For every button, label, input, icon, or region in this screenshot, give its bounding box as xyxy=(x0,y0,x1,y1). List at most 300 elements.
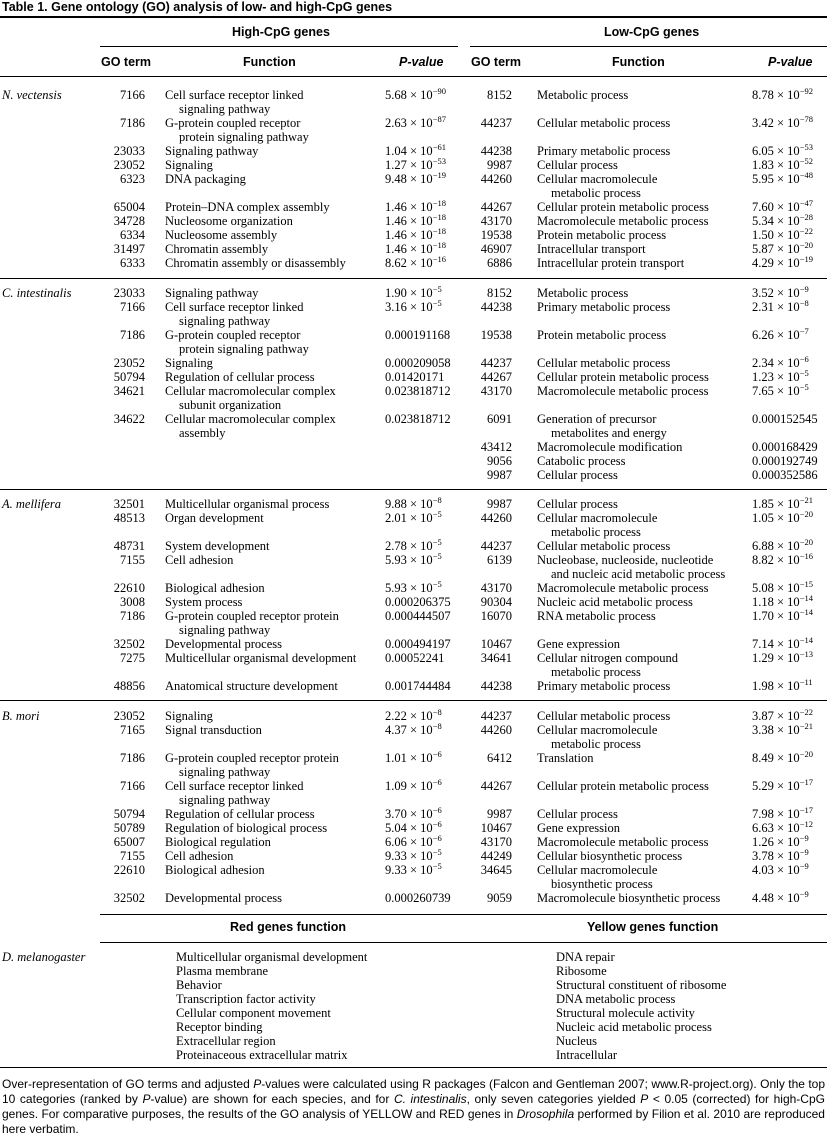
high-function: Signaling xyxy=(165,158,213,172)
red-gene-function: Proteinaceous extracellular matrix xyxy=(176,1048,348,1062)
high-function: Protein–DNA complex assembly xyxy=(165,200,330,214)
high-pvalue: 0.000191168 xyxy=(385,328,451,342)
high-go-term: 34622 xyxy=(113,412,145,426)
high-pvalue: 0.000209058 xyxy=(385,356,451,370)
low-function: Cellular process xyxy=(537,807,618,821)
low-go-term: 44237 xyxy=(480,539,512,553)
high-function: Developmental process xyxy=(165,891,282,905)
species-label: B. mori xyxy=(2,709,40,723)
low-function: Cellular process xyxy=(537,468,618,482)
low-go-term-header: GO term xyxy=(471,55,522,69)
high-go-term: 22610 xyxy=(113,581,145,595)
low-function: Cellular process xyxy=(537,497,618,511)
footnote-text-2: -values were calculated using R packages (Falcon and Gentleman 2007; www.R-project.org). Only the top 10 categories (ranked by xyxy=(2,1077,825,1106)
high-function: G-protein coupled receptor xyxy=(165,328,301,342)
high-pvalue: $4.37 \times 10^{-8}$ xyxy=(385,721,442,737)
low-pvalue: $4.48 \times 10^{-9}$ xyxy=(752,889,809,905)
high-go-term: 7166 xyxy=(120,300,145,314)
low-function: Cellular process xyxy=(537,158,618,172)
low-function: Cellular macromolecule xyxy=(537,172,658,186)
species-label: C. intestinalis xyxy=(2,286,72,300)
high-go-term: 7165 xyxy=(120,723,145,737)
high-pvalue: $1.09 \times 10^{-6}$ xyxy=(385,777,442,793)
low-go-term: 44237 xyxy=(480,356,512,370)
low-go-term: 44267 xyxy=(480,200,512,214)
low-pvalue: $1.50 \times 10^{-22}$ xyxy=(752,226,813,242)
low-pvalue-header-text: P-value xyxy=(768,55,813,69)
high-go-term-header: GO term xyxy=(101,55,152,69)
low-pvalue: $7.98 \times 10^{-17}$ xyxy=(752,805,813,821)
low-function: Metabolic process xyxy=(537,286,629,300)
species-label-dmel: D. melanogaster xyxy=(2,950,86,964)
yellow-gene-function: DNA repair xyxy=(556,950,615,964)
low-go-term: 34645 xyxy=(480,863,512,877)
high-function: DNA packaging xyxy=(165,172,246,186)
high-function: Cell surface receptor linked xyxy=(165,300,304,314)
high-pvalue: $1.46 \times 10^{-18}$ xyxy=(385,240,446,256)
high-pvalue: $5.93 \times 10^{-5}$ xyxy=(385,579,442,595)
red-gene-function: Cellular component movement xyxy=(176,1006,331,1020)
high-pvalue: 0.023818712 xyxy=(385,384,451,398)
footnote-italic-1: P xyxy=(253,1077,262,1091)
high-go-term: 48856 xyxy=(113,679,145,693)
low-go-term: 34641 xyxy=(480,651,512,665)
low-pvalue: $2.31 \times 10^{-8}$ xyxy=(752,298,809,314)
low-go-term: 9056 xyxy=(487,454,512,468)
high-function: System development xyxy=(165,539,270,553)
top-rule xyxy=(0,16,827,18)
high-function: Organ development xyxy=(165,511,264,525)
low-go-term: 9987 xyxy=(487,158,512,172)
high-pvalue: $9.33 \times 10^{-5}$ xyxy=(385,847,442,863)
high-function: signaling pathway xyxy=(179,765,271,779)
footnote-italic-3: C. intestinalis xyxy=(393,1092,467,1106)
footnote-italic-2: P xyxy=(142,1092,151,1106)
low-pvalue: 0.000352586 xyxy=(752,468,818,482)
low-function: Catabolic process xyxy=(537,454,626,468)
high-go-term: 22610 xyxy=(113,863,145,877)
low-go-term: 6886 xyxy=(487,256,512,270)
bottom-rule xyxy=(0,1067,827,1068)
low-function: and nucleic acid metabolic process xyxy=(551,567,726,581)
high-function: Regulation of cellular process xyxy=(165,807,315,821)
high-pvalue: 0.023818712 xyxy=(385,412,451,426)
low-function: Macromolecule biosynthetic process xyxy=(537,891,721,905)
high-function: protein signaling pathway xyxy=(179,342,309,356)
high-function: Cell adhesion xyxy=(165,553,234,567)
low-function: Macromolecule metabolic process xyxy=(537,581,709,595)
low-go-term: 9987 xyxy=(487,807,512,821)
high-pvalue: $8.62 \times 10^{-16}$ xyxy=(385,254,446,270)
high-go-term: 23033 xyxy=(113,286,145,300)
low-function: metabolic process xyxy=(551,186,641,200)
high-pvalue: $1.27 \times 10^{-53}$ xyxy=(385,156,446,172)
high-function: Multicellular organismal process xyxy=(165,497,330,511)
high-pvalue: 0.01420171 xyxy=(385,370,445,384)
low-function: Cellular metabolic process xyxy=(537,356,671,370)
high-function: Regulation of cellular process xyxy=(165,370,315,384)
low-go-term: 43170 xyxy=(480,835,512,849)
yellow-gene-function: Ribosome xyxy=(556,964,607,978)
low-pvalue: $6.05 \times 10^{-53}$ xyxy=(752,142,813,158)
section-divider xyxy=(0,700,827,701)
high-function: signaling pathway xyxy=(179,102,271,116)
low-pvalue-header xyxy=(768,55,812,69)
high-function: Regulation of biological process xyxy=(165,821,328,835)
high-go-term: 7186 xyxy=(120,328,145,342)
low-pvalue: $7.65 \times 10^{-5}$ xyxy=(752,382,809,398)
low-function: Translation xyxy=(537,751,594,765)
high-function: subunit organization xyxy=(179,398,282,412)
low-function: Generation of precursor xyxy=(537,412,657,426)
low-go-term: 44238 xyxy=(480,679,512,693)
low-pvalue: 0.000152545 xyxy=(752,412,818,426)
high-function: signaling pathway xyxy=(179,314,271,328)
high-pvalue: $5.04 \times 10^{-6}$ xyxy=(385,819,442,835)
low-function: metabolites and energy xyxy=(551,426,667,440)
low-function: RNA metabolic process xyxy=(537,609,656,623)
low-pvalue: $1.70 \times 10^{-14}$ xyxy=(752,607,813,623)
footnote-text-5: < 0.05 (corrected) for high-CpG genes. For comparative purposes, the results of the GO analysis of YELLOW and RED genes in xyxy=(2,1092,825,1121)
high-go-term: 31497 xyxy=(113,242,145,256)
footnote-text-4: , only seven categories yielded xyxy=(466,1092,641,1106)
section-divider xyxy=(0,489,827,490)
low-pvalue: $2.34 \times 10^{-6}$ xyxy=(752,354,809,370)
low-go-term: 44260 xyxy=(480,511,512,525)
low-function: Protein metabolic process xyxy=(537,228,667,242)
footnote-text-3: -value) are shown for each species, and for xyxy=(150,1092,394,1106)
low-function: Cellular macromolecule xyxy=(537,511,658,525)
high-go-term: 7166 xyxy=(120,88,145,102)
high-pvalue: $1.01 \times 10^{-6}$ xyxy=(385,749,442,765)
low-pvalue: $1.18 \times 10^{-14}$ xyxy=(752,593,813,609)
high-go-term: 50789 xyxy=(113,821,145,835)
low-go-term: 6139 xyxy=(487,553,512,567)
high-pvalue: $9.88 \times 10^{-8}$ xyxy=(385,495,442,511)
low-pvalue: $8.82 \times 10^{-16}$ xyxy=(752,551,813,567)
high-go-term: 6323 xyxy=(120,172,145,186)
red-gene-function: Transcription factor activity xyxy=(176,992,316,1006)
low-function: Cellular metabolic process xyxy=(537,116,671,130)
low-pvalue: $7.14 \times 10^{-14}$ xyxy=(752,635,813,651)
high-function: signaling pathway xyxy=(179,623,271,637)
high-pvalue: $1.46 \times 10^{-18}$ xyxy=(385,198,446,214)
high-go-term: 34728 xyxy=(113,214,145,228)
high-function: Anatomical structure development xyxy=(165,679,338,693)
low-function: Cellular biosynthetic process xyxy=(537,849,683,863)
yellow-gene-function: Nucleic acid metabolic process xyxy=(556,1020,712,1034)
low-pvalue: $1.23 \times 10^{-5}$ xyxy=(752,368,809,384)
low-go-term: 44238 xyxy=(480,144,512,158)
high-function: Cell adhesion xyxy=(165,849,234,863)
high-pvalue: $1.90 \times 10^{-5}$ xyxy=(385,284,442,300)
low-pvalue: $5.95 \times 10^{-48}$ xyxy=(752,170,813,186)
red-gene-function: Receptor binding xyxy=(176,1020,263,1034)
high-function: G-protein coupled receptor protein xyxy=(165,609,339,623)
low-pvalue: $1.83 \times 10^{-52}$ xyxy=(752,156,813,172)
low-function: Cellular nitrogen compound xyxy=(537,651,678,665)
high-function: Biological adhesion xyxy=(165,581,265,595)
low-function: Cellular macromolecule xyxy=(537,863,658,877)
high-pvalue: 0.000260739 xyxy=(385,891,451,905)
high-go-term: 32502 xyxy=(113,637,145,651)
low-function: Cellular metabolic process xyxy=(537,539,671,553)
high-go-term: 65004 xyxy=(113,200,145,214)
low-go-term: 46907 xyxy=(480,242,512,256)
high-pvalue: 0.000206375 xyxy=(385,595,451,609)
low-go-term: 8152 xyxy=(487,286,512,300)
yellow-gene-function: Structural constituent of ribosome xyxy=(556,978,727,992)
low-pvalue: $3.87 \times 10^{-22}$ xyxy=(752,707,813,723)
red-gene-function: Plasma membrane xyxy=(176,964,268,978)
high-go-term: 7275 xyxy=(120,651,145,665)
low-pvalue: $5.08 \times 10^{-15}$ xyxy=(752,579,813,595)
high-function: protein signaling pathway xyxy=(179,130,309,144)
low-function: Intracellular transport xyxy=(537,242,646,256)
low-go-term: 44260 xyxy=(480,723,512,737)
high-function: Signaling pathway xyxy=(165,144,259,158)
low-pvalue: $6.63 \times 10^{-12}$ xyxy=(752,819,813,835)
high-cpg-header: High-CpG genes xyxy=(232,25,330,39)
high-go-term: 23052 xyxy=(113,356,145,370)
high-function: Signaling xyxy=(165,356,213,370)
high-function: Chromatin assembly xyxy=(165,242,269,256)
footnote-italic-5: Drosophila xyxy=(516,1107,575,1121)
table-footnote xyxy=(2,1077,825,1137)
low-function: Cellular protein metabolic process xyxy=(537,200,709,214)
high-go-term: 6333 xyxy=(120,256,145,270)
yellow-gene-function: DNA metabolic process xyxy=(556,992,676,1006)
low-pvalue: $1.29 \times 10^{-13}$ xyxy=(752,649,813,665)
high-pvalue: 0.000494197 xyxy=(385,637,451,651)
low-pvalue: $8.78 \times 10^{-92}$ xyxy=(752,86,813,102)
high-function: Nucleosome assembly xyxy=(165,228,278,242)
high-go-term: 65007 xyxy=(113,835,145,849)
high-function: Biological regulation xyxy=(165,835,271,849)
low-go-term: 44267 xyxy=(480,370,512,384)
high-go-term: 34621 xyxy=(113,384,145,398)
low-function: Macromolecule metabolic process xyxy=(537,214,709,228)
high-pvalue: $6.06 \times 10^{-6}$ xyxy=(385,833,442,849)
high-pvalue: $2.63 \times 10^{-87}$ xyxy=(385,114,446,130)
high-go-term: 7166 xyxy=(120,779,145,793)
high-pvalue: $9.33 \times 10^{-5}$ xyxy=(385,861,442,877)
low-go-term: 44267 xyxy=(480,779,512,793)
low-go-term: 10467 xyxy=(480,821,512,835)
yellow-gene-function: Nucleus xyxy=(556,1034,597,1048)
low-go-term: 8152 xyxy=(487,88,512,102)
low-function: Macromolecule metabolic process xyxy=(537,835,709,849)
low-pvalue: $1.98 \times 10^{-11}$ xyxy=(752,677,813,693)
high-function: G-protein coupled receptor protein xyxy=(165,751,339,765)
high-function: Multicellular organismal development xyxy=(165,651,357,665)
low-go-term: 44249 xyxy=(480,849,512,863)
high-function: Signaling pathway xyxy=(165,286,259,300)
footnote-text-6: performed by Filion et al. 2010 are reproduced here verbatim. xyxy=(2,1107,825,1136)
high-pvalue: $1.46 \times 10^{-18}$ xyxy=(385,226,446,242)
low-function: metabolic process xyxy=(551,665,641,679)
low-go-term: 9987 xyxy=(487,497,512,511)
high-cpg-rule xyxy=(100,46,458,47)
yellow-gene-function: Structural molecule activity xyxy=(556,1006,695,1020)
high-go-term: 32501 xyxy=(113,497,145,511)
low-go-term: 44237 xyxy=(480,116,512,130)
high-function: signaling pathway xyxy=(179,793,271,807)
high-go-term: 32502 xyxy=(113,891,145,905)
high-pvalue: 0.00052241 xyxy=(385,651,445,665)
high-function: Cellular macromolecular complex xyxy=(165,384,336,398)
yellow-gene-function: Intracellular xyxy=(556,1048,618,1062)
low-pvalue: $4.03 \times 10^{-9}$ xyxy=(752,861,809,877)
high-pvalue: $3.70 \times 10^{-6}$ xyxy=(385,805,442,821)
low-function: Gene expression xyxy=(537,821,620,835)
high-function: Chromatin assembly or disassembly xyxy=(165,256,346,270)
low-pvalue: $6.26 \times 10^{-7}$ xyxy=(752,326,809,342)
high-go-term: 7155 xyxy=(120,849,145,863)
high-function: Cell surface receptor linked xyxy=(165,779,304,793)
low-go-term: 44237 xyxy=(480,709,512,723)
high-pvalue: $2.22 \times 10^{-8}$ xyxy=(385,707,442,723)
high-pvalue: $9.48 \times 10^{-19}$ xyxy=(385,170,446,186)
high-function: Nucleosome organization xyxy=(165,214,293,228)
high-function-header: Function xyxy=(243,55,296,69)
low-function: Nucleic acid metabolic process xyxy=(537,595,693,609)
low-function: metabolic process xyxy=(551,525,641,539)
high-go-term: 48731 xyxy=(113,539,145,553)
dmel-header-rule xyxy=(100,942,827,943)
low-pvalue: $7.60 \times 10^{-47}$ xyxy=(752,198,813,214)
low-go-term: 9987 xyxy=(487,468,512,482)
high-function: G-protein coupled receptor xyxy=(165,116,301,130)
low-function: Protein metabolic process xyxy=(537,328,667,342)
low-pvalue: $6.88 \times 10^{-20}$ xyxy=(752,537,813,553)
high-go-term: 48513 xyxy=(113,511,145,525)
low-pvalue: 0.000192749 xyxy=(752,454,818,468)
low-go-term: 43170 xyxy=(480,384,512,398)
low-function: Intracellular protein transport xyxy=(537,256,685,270)
low-pvalue: $8.49 \times 10^{-20}$ xyxy=(752,749,813,765)
low-pvalue: $3.78 \times 10^{-9}$ xyxy=(752,847,809,863)
low-pvalue: $1.26 \times 10^{-9}$ xyxy=(752,833,809,849)
low-pvalue: $5.29 \times 10^{-17}$ xyxy=(752,777,813,793)
low-function: Macromolecule metabolic process xyxy=(537,384,709,398)
low-go-term: 43412 xyxy=(480,440,512,454)
low-function: Primary metabolic process xyxy=(537,300,671,314)
footnote-text-1: Over-representation of GO terms and adjusted xyxy=(2,1077,254,1091)
low-go-term: 19538 xyxy=(480,228,512,242)
high-pvalue: $1.46 \times 10^{-18}$ xyxy=(385,212,446,228)
high-function: assembly xyxy=(179,426,226,440)
footnote-italic-4: P xyxy=(640,1092,649,1106)
low-go-term: 43170 xyxy=(480,581,512,595)
low-function: Gene expression xyxy=(537,637,620,651)
low-function: Cellular macromolecule xyxy=(537,723,658,737)
low-function: metabolic process xyxy=(551,737,641,751)
high-pvalue: $5.93 \times 10^{-5}$ xyxy=(385,551,442,567)
dmel-top-rule xyxy=(100,914,827,915)
high-go-term: 7155 xyxy=(120,553,145,567)
low-cpg-rule xyxy=(470,46,827,47)
low-pvalue: $3.42 \times 10^{-78}$ xyxy=(752,114,813,130)
low-go-term: 16070 xyxy=(480,609,512,623)
low-function: Primary metabolic process xyxy=(537,679,671,693)
high-pvalue-header-text: P-value xyxy=(399,55,444,69)
low-pvalue: $5.34 \times 10^{-28}$ xyxy=(752,212,813,228)
low-function-header: Function xyxy=(612,55,665,69)
yellow-genes-header: Yellow genes function xyxy=(587,920,719,934)
table-title: Table 1. Gene ontology (GO) analysis of low- and high-CpG genes xyxy=(2,0,393,14)
red-gene-function: Multicellular organismal development xyxy=(176,950,368,964)
low-go-term: 43170 xyxy=(480,214,512,228)
low-function: Macromolecule modification xyxy=(537,440,683,454)
low-go-term: 44238 xyxy=(480,300,512,314)
low-function: Primary metabolic process xyxy=(537,144,671,158)
low-go-term: 10467 xyxy=(480,637,512,651)
high-function: Cell surface receptor linked xyxy=(165,88,304,102)
species-label: A. mellifera xyxy=(2,497,62,511)
low-function: Cellular protein metabolic process xyxy=(537,370,709,384)
low-function: Cellular metabolic process xyxy=(537,709,671,723)
high-function: Signal transduction xyxy=(165,723,262,737)
low-function: Metabolic process xyxy=(537,88,629,102)
high-go-term: 50794 xyxy=(113,370,145,384)
red-gene-function: Extracellular region xyxy=(176,1034,276,1048)
low-function: Cellular protein metabolic process xyxy=(537,779,709,793)
high-go-term: 7186 xyxy=(120,609,145,623)
high-go-term: 23033 xyxy=(113,144,145,158)
high-pvalue: 0.000444507 xyxy=(385,609,451,623)
high-pvalue: $1.04 \times 10^{-61}$ xyxy=(385,142,446,158)
high-go-term: 50794 xyxy=(113,807,145,821)
high-function: Cellular macromolecular complex xyxy=(165,412,336,426)
high-go-term: 23052 xyxy=(113,709,145,723)
low-function: Nucleobase, nucleoside, nucleotide xyxy=(537,553,714,567)
low-pvalue: $3.52 \times 10^{-9}$ xyxy=(752,284,809,300)
high-go-term: 23052 xyxy=(113,158,145,172)
low-pvalue: $5.87 \times 10^{-20}$ xyxy=(752,240,813,256)
low-go-term: 19538 xyxy=(480,328,512,342)
low-pvalue: $1.05 \times 10^{-20}$ xyxy=(752,509,813,525)
low-go-term: 6412 xyxy=(487,751,512,765)
high-function: Developmental process xyxy=(165,637,282,651)
high-pvalue: $2.01 \times 10^{-5}$ xyxy=(385,509,442,525)
high-go-term: 3008 xyxy=(120,595,145,609)
red-genes-header: Red genes function xyxy=(230,920,346,934)
species-label: N. vectensis xyxy=(2,88,62,102)
high-function: Biological adhesion xyxy=(165,863,265,877)
high-go-term: 7186 xyxy=(120,116,145,130)
high-function: Signaling xyxy=(165,709,213,723)
low-function: biosynthetic process xyxy=(551,877,653,891)
low-go-term: 44260 xyxy=(480,172,512,186)
header-rule xyxy=(0,76,827,77)
section-divider xyxy=(0,278,827,279)
low-go-term: 6091 xyxy=(487,412,512,426)
low-pvalue: $4.29 \times 10^{-19}$ xyxy=(752,254,813,270)
high-go-term: 6334 xyxy=(120,228,145,242)
high-function: System process xyxy=(165,595,243,609)
high-pvalue-header xyxy=(399,55,443,69)
low-pvalue: $1.85 \times 10^{-21}$ xyxy=(752,495,813,511)
low-cpg-header: Low-CpG genes xyxy=(604,25,700,39)
high-pvalue: $3.16 \times 10^{-5}$ xyxy=(385,298,442,314)
high-pvalue: 0.001744484 xyxy=(385,679,451,693)
low-go-term: 90304 xyxy=(480,595,512,609)
high-pvalue: $2.78 \times 10^{-5}$ xyxy=(385,537,442,553)
high-pvalue: $5.68 \times 10^{-90}$ xyxy=(385,86,446,102)
low-pvalue: 0.000168429 xyxy=(752,440,818,454)
low-pvalue: $3.38 \times 10^{-21}$ xyxy=(752,721,813,737)
